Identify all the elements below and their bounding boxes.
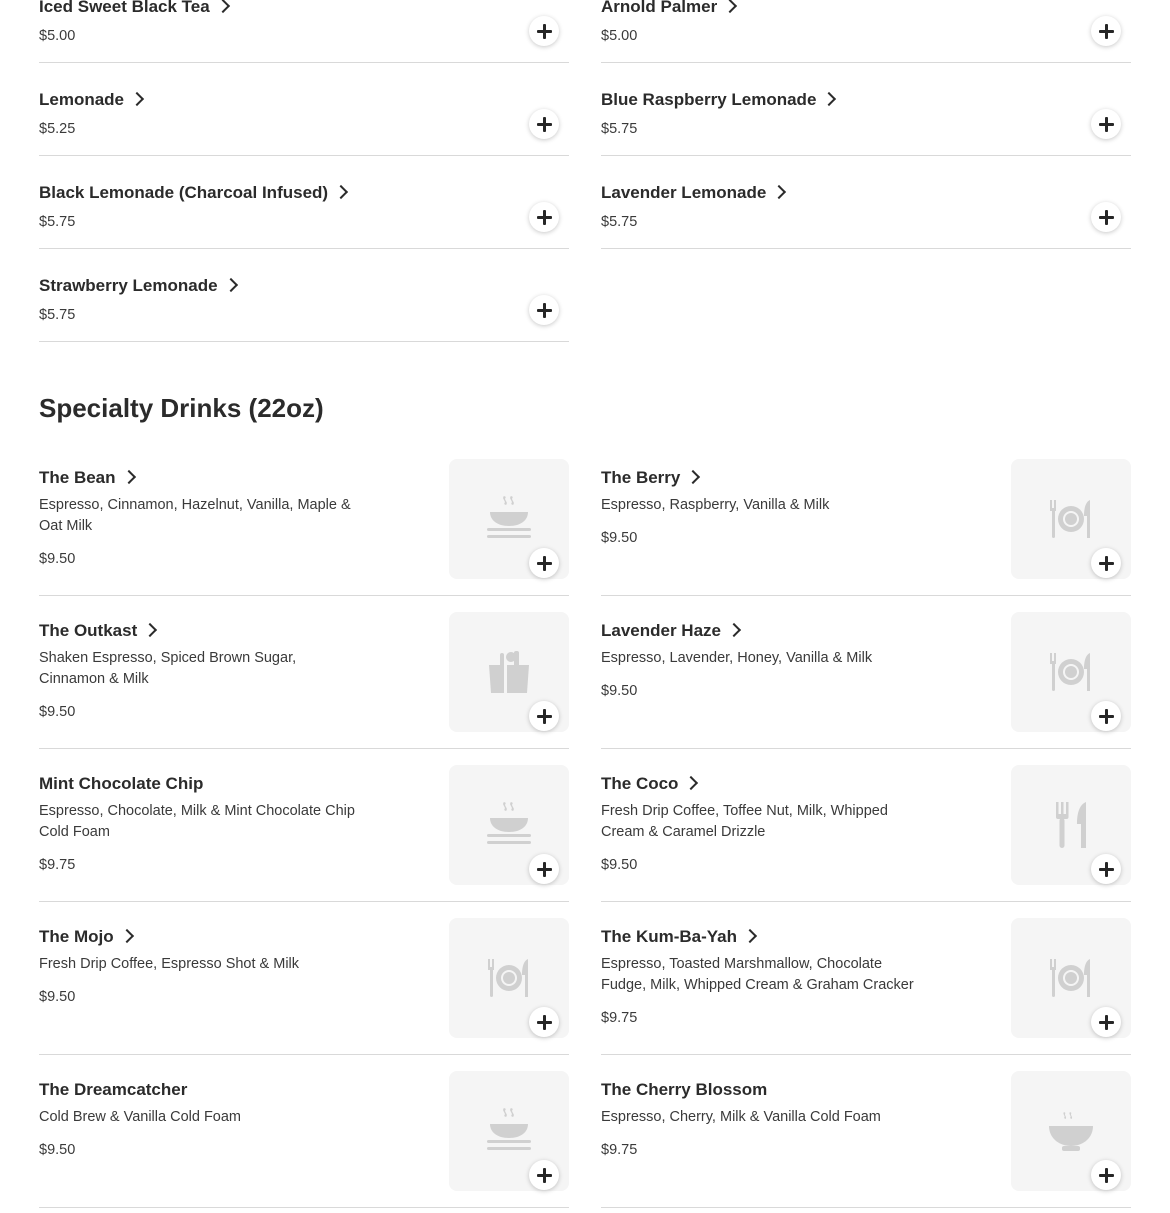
item-price: $9.50 — [39, 551, 76, 567]
menu-item[interactable] — [39, 443, 569, 596]
item-price: $9.50 — [601, 530, 638, 546]
chevron-right-icon — [772, 185, 786, 199]
bowl-steam-icon — [484, 1106, 534, 1156]
menu-item[interactable] — [39, 249, 569, 342]
item-description: Espresso, Cinnamon, Hazelnut, Vanilla, Maple & Oat Milk — [39, 497, 351, 534]
add-item-button[interactable] — [529, 701, 559, 731]
item-description: Espresso, Cherry, Milk & Vanilla Cold Foam — [601, 1109, 881, 1125]
item-name: Arnold Palmer — [601, 0, 718, 16]
menu-item[interactable] — [601, 1055, 1131, 1208]
chevron-right-icon — [686, 470, 700, 484]
item-name: The Berry — [601, 468, 681, 487]
chevron-right-icon — [743, 929, 757, 943]
add-item-button[interactable] — [1091, 1007, 1121, 1037]
add-item-button[interactable] — [529, 109, 559, 139]
fork-knife-icon — [1046, 800, 1096, 850]
add-item-button[interactable] — [1091, 854, 1121, 884]
item-description: Fresh Drip Coffee, Espresso Shot & Milk — [39, 956, 300, 972]
add-item-button[interactable] — [1091, 701, 1121, 731]
add-item-button[interactable] — [529, 295, 559, 325]
chevron-right-icon — [130, 92, 144, 106]
item-name-link[interactable] — [39, 183, 346, 203]
item-name: Lemonade — [39, 90, 125, 109]
item-name: The Kum-Ba-Yah — [601, 927, 738, 946]
item-price: $9.75 — [601, 1010, 638, 1026]
item-price: $5.25 — [39, 121, 76, 137]
menu-item[interactable] — [601, 902, 1131, 1055]
item-name-link[interactable] — [39, 774, 203, 794]
section-title: Specialty Drinks (22oz) — [39, 393, 324, 423]
item-description: Espresso, Lavender, Honey, Vanilla & Milk — [601, 650, 873, 666]
add-item-button[interactable] — [529, 202, 559, 232]
item-name: The Outkast — [39, 621, 138, 640]
item-name: The Bean — [39, 468, 116, 487]
add-item-button[interactable] — [1091, 548, 1121, 578]
item-price: $5.00 — [39, 28, 76, 44]
plate-cutlery-icon — [1046, 953, 1096, 1003]
add-item-button[interactable] — [1091, 1160, 1121, 1190]
item-name-link[interactable] — [39, 468, 134, 488]
item-price: $9.50 — [39, 989, 76, 1005]
item-price: $9.50 — [39, 704, 76, 720]
menu-item[interactable] — [39, 1055, 569, 1208]
menu-item[interactable] — [601, 596, 1131, 749]
menu-item[interactable] — [601, 0, 1131, 63]
item-name-link[interactable] — [39, 0, 228, 17]
add-item-button[interactable] — [1091, 16, 1121, 46]
item-name-link[interactable] — [601, 0, 735, 17]
item-description: Shaken Espresso, Spiced Brown Sugar, Cinnamon & Milk — [39, 650, 297, 687]
item-price: $5.75 — [601, 121, 638, 137]
item-name: Black Lemonade (Charcoal Infused) — [39, 183, 329, 202]
chevron-right-icon — [223, 278, 237, 292]
bowl-steam-icon — [484, 800, 534, 850]
add-item-button[interactable] — [529, 548, 559, 578]
menu-item[interactable] — [601, 63, 1131, 156]
item-name: Blue Raspberry Lemonade — [601, 90, 817, 109]
item-price: $9.75 — [39, 857, 76, 873]
chevron-right-icon — [822, 92, 836, 106]
item-name: The Cherry Blossom — [601, 1080, 768, 1099]
plate-cutlery-icon — [484, 953, 534, 1003]
item-name: The Dreamcatcher — [39, 1080, 188, 1099]
item-price: $5.75 — [601, 214, 638, 230]
item-name: Mint Chocolate Chip — [39, 774, 204, 793]
add-item-button[interactable] — [529, 1160, 559, 1190]
item-price: $5.75 — [39, 307, 76, 323]
chevron-right-icon — [723, 0, 737, 13]
menu-item[interactable] — [601, 749, 1131, 902]
menu-item[interactable] — [39, 902, 569, 1055]
item-name-link[interactable] — [601, 621, 739, 641]
item-name-link[interactable] — [39, 927, 132, 947]
specialty-items-grid — [39, 443, 1131, 1208]
menu-item[interactable] — [39, 596, 569, 749]
item-name-link[interactable] — [601, 1080, 767, 1100]
item-price: $9.50 — [39, 1142, 76, 1158]
chevron-right-icon — [216, 0, 230, 13]
add-item-button[interactable] — [1091, 202, 1121, 232]
item-name-link[interactable] — [39, 90, 142, 110]
item-name-link[interactable] — [601, 774, 696, 794]
menu-item[interactable] — [39, 0, 569, 63]
item-description: Espresso, Chocolate, Milk & Mint Chocolate Chip Cold Foam — [39, 803, 355, 840]
item-name: Iced Sweet Black Tea — [39, 0, 210, 16]
chevron-right-icon — [121, 470, 135, 484]
item-name-link[interactable] — [601, 927, 755, 947]
item-description: Fresh Drip Coffee, Toffee Nut, Milk, Whipped Cream & Caramel Drizzle — [601, 803, 888, 840]
plate-cutlery-icon — [1046, 494, 1096, 544]
item-price: $5.75 — [39, 214, 76, 230]
item-price: $9.75 — [601, 1142, 638, 1158]
add-item-button[interactable] — [529, 16, 559, 46]
plate-cutlery-icon — [1046, 647, 1096, 697]
item-name-link[interactable] — [39, 276, 236, 296]
grocery-bag-icon — [484, 647, 534, 697]
soup-bowl-icon — [1046, 1106, 1096, 1156]
simple-items-grid — [39, 0, 1131, 342]
chevron-right-icon — [143, 623, 157, 637]
item-price: $5.00 — [601, 28, 638, 44]
item-name: Lavender Lemonade — [601, 183, 767, 202]
item-name: The Mojo — [39, 927, 114, 946]
item-name-link[interactable] — [601, 468, 698, 488]
chevron-right-icon — [684, 776, 698, 790]
item-description: Espresso, Toasted Marshmallow, Chocolate Fudge, Milk, Whipped Cream & Graham Cracker — [601, 956, 914, 993]
menu-item[interactable] — [39, 749, 569, 902]
bowl-steam-icon — [484, 494, 534, 544]
item-price: $9.50 — [601, 683, 638, 699]
item-price: $9.50 — [601, 857, 638, 873]
item-name: Strawberry Lemonade — [39, 276, 218, 295]
item-description: Cold Brew & Vanilla Cold Foam — [39, 1109, 242, 1125]
menu-item[interactable] — [39, 63, 569, 156]
chevron-right-icon — [334, 185, 348, 199]
add-item-button[interactable] — [1091, 109, 1121, 139]
menu-item[interactable] — [601, 443, 1131, 596]
item-name: The Coco — [601, 774, 679, 793]
add-item-button[interactable] — [529, 854, 559, 884]
chevron-right-icon — [120, 929, 134, 943]
item-description: Espresso, Raspberry, Vanilla & Milk — [601, 497, 830, 513]
menu-item[interactable] — [39, 156, 569, 249]
item-name-link[interactable] — [601, 90, 834, 110]
item-name-link[interactable] — [39, 621, 155, 641]
add-item-button[interactable] — [529, 1007, 559, 1037]
item-name-link[interactable] — [39, 1080, 187, 1100]
item-name: Lavender Haze — [601, 621, 721, 640]
item-name-link[interactable] — [601, 183, 784, 203]
chevron-right-icon — [727, 623, 741, 637]
menu-item[interactable] — [601, 156, 1131, 249]
